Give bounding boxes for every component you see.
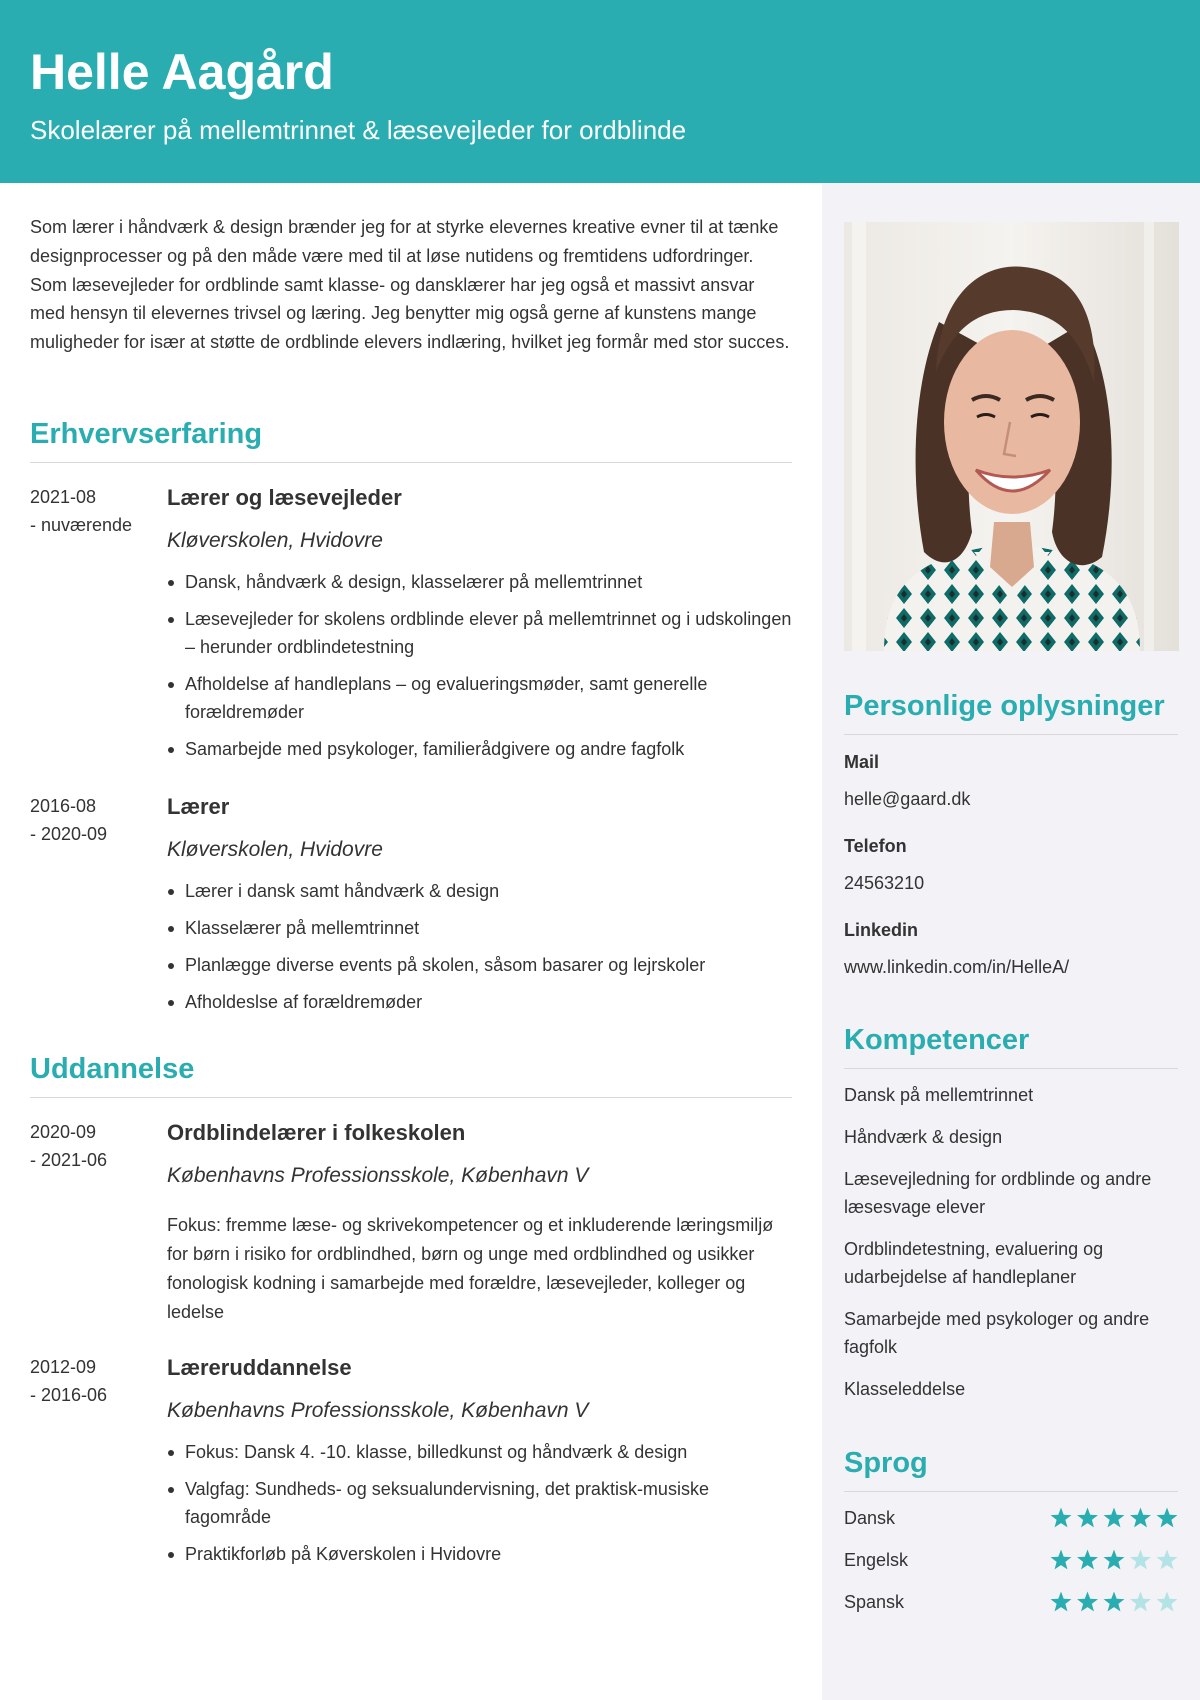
star-filled-icon — [1077, 1550, 1098, 1570]
skill-item: Dansk på mellemtrinnet — [844, 1085, 1034, 1105]
star-empty-icon — [1130, 1592, 1151, 1612]
entry-dates — [30, 483, 160, 539]
candidate-title: Skolelærer på mellemtrinnet & læsevejleder for ordblinde — [30, 115, 687, 145]
list-item: Samarbejde med psykologer, familierådgivere og andre fagfolk — [167, 735, 792, 763]
employer: Kløverskolen, Hvidovre — [167, 838, 383, 861]
end-date: - 2021-06 — [30, 1150, 108, 1170]
language-name: Spansk — [844, 1592, 905, 1612]
linkedin-value[interactable]: www.linkedin.com/in/HelleA/ — [844, 957, 1070, 977]
employer: Kløverskolen, Hvidovre — [167, 529, 383, 552]
list-item: Afholdeslse af forældremøder — [167, 988, 792, 1016]
end-date: - nuværende — [30, 515, 133, 535]
mail-label: Mail — [844, 752, 880, 772]
sidebar — [822, 183, 1200, 1700]
list-item: Læsevejleder for skolens ordblinde elever på mellemtrinnet og i udskolingen – herunder ordblindetestning — [167, 605, 792, 661]
star-empty-icon — [1130, 1550, 1151, 1570]
degree-title: Læreruddannelse — [167, 1355, 352, 1380]
language-row — [844, 1504, 1178, 1532]
star-filled-icon — [1077, 1592, 1098, 1612]
start-date: 2012-09 — [30, 1357, 97, 1377]
linkedin-label: Linkedin — [844, 920, 919, 940]
education-heading: Uddannelse — [30, 1053, 195, 1085]
star-rating — [1050, 1549, 1178, 1571]
phone-label: Telefon — [844, 836, 907, 856]
list-item: Klasselærer på mellemtrinnet — [167, 914, 792, 942]
entry-dates — [30, 792, 160, 848]
institution: Københavns Professionsskole, København V — [167, 1164, 589, 1187]
list-item: Lærer i dansk samt håndværk & design — [167, 877, 792, 905]
end-date: - 2020-09 — [30, 824, 108, 844]
start-date: 2016-08 — [30, 796, 97, 816]
phone-value[interactable]: 24563210 — [844, 873, 925, 893]
header — [0, 0, 1200, 183]
skill-item: Læsevejledning for ordblinde og andre læsesvage elever — [844, 1169, 1152, 1217]
degree-title: Ordblindelærer i folkeskolen — [167, 1120, 466, 1145]
responsibilities-list — [167, 568, 792, 763]
responsibilities-list — [167, 877, 792, 1016]
list-item: Praktikforløb på Køverskolen i Hvidovre — [167, 1540, 792, 1568]
star-empty-icon — [1157, 1550, 1178, 1570]
job-title: Lærer og læsevejleder — [167, 485, 402, 510]
language-row — [844, 1588, 1178, 1616]
start-date: 2020-09 — [30, 1122, 97, 1142]
star-filled-icon — [1157, 1508, 1178, 1528]
divider — [30, 462, 792, 463]
skill-item: Samarbejde med psykologer og andre fagfolk — [844, 1309, 1150, 1357]
star-filled-icon — [1104, 1550, 1125, 1570]
divider — [844, 1068, 1178, 1069]
start-date: 2021-08 — [30, 487, 97, 507]
star-empty-icon — [1157, 1592, 1178, 1612]
divider — [844, 734, 1178, 735]
star-filled-icon — [1051, 1508, 1072, 1528]
list-item: Dansk, håndværk & design, klasselærer på mellemtrinnet — [167, 568, 792, 596]
entry-dates — [30, 1118, 160, 1174]
candidate-name: Helle Aagård — [30, 44, 334, 100]
mail-value[interactable]: helle@gaard.dk — [844, 789, 971, 809]
star-filled-icon — [1104, 1592, 1125, 1612]
divider — [30, 1097, 792, 1098]
star-filled-icon — [1051, 1550, 1072, 1570]
list-item: Planlægge diverse events på skolen, såsom basarer og lejrskoler — [167, 951, 792, 979]
end-date: - 2016-06 — [30, 1385, 108, 1405]
list-item: Fokus: Dansk 4. -10. klasse, billedkunst og håndværk & design — [167, 1438, 792, 1466]
divider — [844, 1491, 1178, 1492]
entry-dates — [30, 1353, 160, 1409]
skill-item: Håndværk & design — [844, 1127, 1003, 1147]
education-details-list — [167, 1438, 792, 1568]
skills-heading: Kompetencer — [844, 1024, 1030, 1056]
language-name: Dansk — [844, 1508, 896, 1528]
skill-item: Klasseleddelse — [844, 1379, 966, 1399]
star-filled-icon — [1104, 1508, 1125, 1528]
profile-photo — [844, 222, 1179, 651]
personal-info-heading: Personlige oplysninger — [844, 690, 1165, 722]
star-filled-icon — [1130, 1508, 1151, 1528]
language-name: Engelsk — [844, 1550, 909, 1570]
star-rating — [1050, 1507, 1178, 1529]
star-rating — [1050, 1591, 1178, 1613]
profile-summary: Som lærer i håndværk & design brænder jeg for at styrke elevernes kreative evner til at tænke designprocesser og på den måde være med til at løse nutidens og fremtidens udfordringer. Som læsevejleder for ordblinde samt klasse- og dansklærer har jeg også et massivt ansvar med hensyn til elevernes trivsel og læring. Jeg benytter mig også gerne af kunstens mange muligheder for især at støtte de ordblinde elevers indlæring, hvilket jeg formår med stor succes. — [30, 217, 790, 353]
language-row — [844, 1546, 1178, 1574]
list-item: Valgfag: Sundheds- og seksualundervisning, det praktisk-musiske fagområde — [167, 1475, 792, 1531]
institution: Københavns Professionsskole, København V — [167, 1399, 589, 1422]
job-title: Lærer — [167, 794, 230, 819]
star-filled-icon — [1051, 1592, 1072, 1612]
star-filled-icon — [1077, 1508, 1098, 1528]
list-item: Afholdelse af handleplans – og evalueringsmøder, samt generelle forældremøder — [167, 670, 792, 726]
languages-heading: Sprog — [844, 1447, 928, 1479]
experience-heading: Erhvervserfaring — [30, 418, 263, 450]
skill-item: Ordblindetestning, evaluering og udarbejdelse af handleplaner — [844, 1239, 1104, 1287]
education-description: Fokus: fremme læse- og skrivekompetencer og et inkluderende læringsmiljø for børn i risiko for ordblindhed, børn og unge med ordblindhed og usikker fonologisk kodning i samarbejde med forældre, læsevejleder, kolleger og ledelse — [167, 1215, 774, 1322]
